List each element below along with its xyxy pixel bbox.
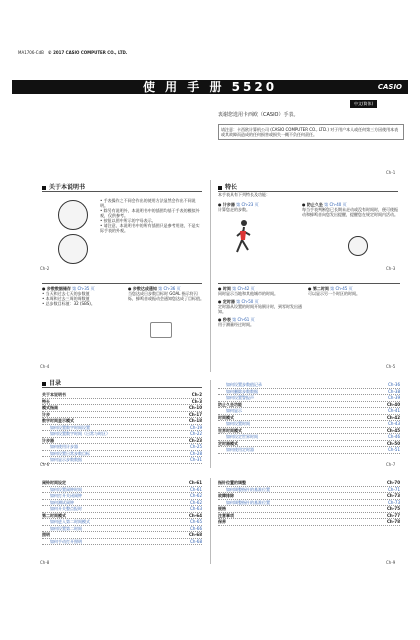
toc-entry-title: 如何显示步数数据 bbox=[50, 457, 82, 462]
toc-entry-title: 如何设置闹钟时间 bbox=[50, 486, 82, 492]
section-rule bbox=[42, 387, 202, 388]
feature-world bbox=[308, 286, 400, 296]
toc-header bbox=[42, 380, 202, 388]
page-number: Ch-1 bbox=[386, 170, 396, 175]
feature-desc: 定时器从设置的时间开始倒计时，到零时发出通知。 bbox=[218, 304, 302, 314]
feature-label: ● 第二时间 bbox=[308, 286, 329, 291]
page-ref-link[interactable]: 第 Ch-40 页 bbox=[324, 202, 347, 207]
toc-entry-page: Ch-18 bbox=[188, 418, 202, 423]
toc-entry-page: Ch-77 bbox=[386, 512, 400, 518]
toc-title: 目录 bbox=[49, 380, 62, 387]
page-number: Ch-8 bbox=[40, 560, 50, 565]
feature-desc: 当您达成日步数目标时 GOAL 指示符闪烁，蜂鸣音或振动会通知您达成了目标值。 bbox=[128, 291, 204, 301]
toc-entry-title: 如何调整指针的基准位置 bbox=[226, 499, 270, 505]
manual-title: 使 用 手 册 5520 bbox=[142, 80, 278, 94]
section-marker bbox=[218, 186, 222, 190]
toc-entry[interactable] bbox=[218, 447, 400, 454]
watch-illustration-3 bbox=[348, 236, 368, 256]
toc-entry-page: Ch-25 bbox=[190, 444, 202, 449]
toc-entry-page: Ch-43 bbox=[388, 421, 400, 426]
about-bullet: • 请注意，本说明书中的所有插图只是参考用途，不是实际手表的外观。 bbox=[100, 223, 200, 233]
feature-desc: 计算您走的步数。 bbox=[218, 207, 250, 212]
toc-entry-page: Ch-41 bbox=[388, 408, 400, 413]
page-number: Ch-5 bbox=[386, 364, 396, 369]
toc-entry-page: Ch-62 bbox=[190, 499, 202, 505]
page-number: Ch-3 bbox=[386, 266, 396, 271]
toc-entry-page: Ch-73 bbox=[388, 499, 400, 505]
toc-list-right-2 bbox=[218, 480, 400, 526]
toc-entry-page: Ch-61 bbox=[188, 480, 202, 485]
feature-label: ● 秒表 bbox=[218, 317, 231, 322]
intro-greeting: 衷谢您选用卡西欧（CASIO）手表。 bbox=[218, 112, 299, 118]
toc-entry-page: Ch-70 bbox=[386, 480, 400, 485]
feature-notify bbox=[128, 286, 204, 301]
features-title: 特长 bbox=[225, 184, 238, 191]
about-bullet: • 按钮以图中所示的字母表示。 bbox=[100, 218, 156, 223]
column-divider bbox=[210, 478, 211, 564]
section-rule bbox=[42, 283, 202, 284]
feature-desc: 用于测量经过时间。 bbox=[218, 322, 254, 327]
page-number: Ch-9 bbox=[386, 560, 396, 565]
toc-entry-title: 如何设置警报声 bbox=[226, 395, 254, 400]
toc-entry-page: Ch-42 bbox=[386, 414, 400, 420]
casio-logo: CASIO bbox=[377, 83, 402, 91]
toc-entry-title: 如何手动打开照明 bbox=[50, 538, 82, 544]
page-number: Ch-6 bbox=[40, 462, 50, 467]
about-bullet: • 手表操作之不同会作出的使用方法显然会作出不同说明。 bbox=[100, 198, 196, 208]
page-number: Ch-4 bbox=[40, 364, 50, 369]
feature-sedentary bbox=[302, 202, 400, 217]
hand-illustration bbox=[150, 322, 172, 338]
language-badge: 中文(简体) bbox=[350, 100, 377, 108]
toc-entry-title: 特长 bbox=[42, 398, 50, 404]
feature-steps bbox=[218, 202, 306, 212]
toc-entry-title: 第二时间模式 bbox=[42, 512, 66, 518]
toc-entry-title: 如何设置数字时间（日常与时区） bbox=[50, 431, 110, 436]
toc-entry-page: Ch-50 bbox=[386, 440, 400, 446]
toc-entry-page: Ch-19 bbox=[190, 424, 202, 430]
toc-entry-page: Ch-3 bbox=[191, 398, 202, 404]
page-ref-link[interactable]: 第 Ch-36 页 bbox=[158, 286, 181, 291]
feature-record bbox=[42, 286, 124, 306]
toc-entry-title: 规格 bbox=[218, 506, 226, 511]
toc-entry-title: 防止久坐功能 bbox=[218, 401, 242, 407]
feature-desc: 同时显示当地和其他城市的时间。 bbox=[218, 291, 278, 296]
column-divider bbox=[210, 282, 211, 372]
toc-entry-page: Ch-65 bbox=[190, 519, 202, 524]
toc-entry-title: 如何使用计步器 bbox=[50, 444, 78, 449]
toc-list-left bbox=[42, 392, 202, 464]
page-ref-link[interactable]: 第 Ch-42 页 bbox=[232, 286, 255, 291]
about-title: 关于本说明书 bbox=[49, 184, 86, 191]
watch-illustration-2 bbox=[58, 234, 88, 264]
toc-entry-title: 如何显示 bbox=[226, 408, 242, 413]
features-section bbox=[218, 184, 398, 197]
feature-clock bbox=[218, 286, 304, 327]
toc-entry-page: Ch-46 bbox=[388, 434, 400, 439]
toc-entry-page: Ch-45 bbox=[386, 427, 400, 433]
toc-entry-title: 如何设置第二时间 bbox=[50, 525, 82, 531]
page-ref-link[interactable]: 第 Ch-45 页 bbox=[330, 286, 353, 291]
toc-entry-page: Ch-62 bbox=[190, 493, 202, 498]
toc-entry-page: Ch-61 bbox=[190, 486, 202, 492]
intro-note: 请注意：卡西欧计算机公司 (CASIO COMPUTER CO., LTD.) 对于用户本人或任何第三方因使用本表或其故障而造成的任何损害或损失一概不负任何责任。 bbox=[218, 124, 404, 140]
toc-entry-page: Ch-75 bbox=[386, 506, 400, 511]
section-marker bbox=[42, 186, 46, 190]
toc-list-right bbox=[218, 382, 400, 454]
toc-entry-title: 计步 bbox=[42, 411, 50, 417]
toc-entry-page: Ch-28 bbox=[190, 450, 202, 456]
toc-entry-title: 模式指南 bbox=[42, 405, 58, 410]
toc-entry-title: 关于本说明书 bbox=[42, 392, 66, 397]
toc-entry-title: 如何删除步数数据 bbox=[226, 388, 258, 394]
feature-label: ● 步数达成通知 bbox=[128, 286, 157, 291]
toc-entry-page: Ch-51 bbox=[388, 447, 400, 452]
toc-entry-title: 如何调整指针的基准位置 bbox=[226, 486, 270, 492]
feature-label: ● 防止久坐 bbox=[302, 202, 323, 207]
runner-illustration bbox=[228, 218, 258, 258]
toc-entry[interactable] bbox=[42, 539, 202, 546]
toc-entry-page: Ch-73 bbox=[386, 493, 400, 498]
toc-entry-title: 如何设定世界时间 bbox=[226, 434, 258, 439]
toc-entry-title: 故障排除 bbox=[218, 493, 234, 498]
about-bullets bbox=[100, 198, 200, 233]
toc-entry-page: Ch-68 bbox=[190, 538, 202, 544]
page-number: Ch-2 bbox=[40, 266, 50, 271]
feature-line: • 总步数目标值：32 (SBS)。 bbox=[42, 301, 95, 306]
toc-entry-page: Ch-10 bbox=[188, 405, 202, 410]
toc-entry-title: 定时器模式 bbox=[218, 440, 238, 446]
toc-entry-page: Ch-31 bbox=[190, 457, 202, 462]
model-code: MA1706-CdB © 2017 CASIO COMPUTER CO., LTD. bbox=[18, 50, 128, 55]
toc-entry-page: Ch-39 bbox=[388, 395, 400, 400]
section-rule bbox=[42, 191, 202, 192]
feature-line: • 本周和过去三周的周数值 bbox=[42, 296, 90, 301]
toc-entry[interactable] bbox=[42, 457, 202, 464]
watch-illustration bbox=[58, 200, 88, 230]
toc-entry-title: 如何进入第二时间模式 bbox=[50, 519, 90, 524]
toc-entry-page: Ch-23 bbox=[188, 437, 202, 443]
about-bullet: • 除另有说明外，本说明书中的插图均基于手表的模拟外观，仅供参考。 bbox=[100, 208, 200, 218]
features-intro: 本手表具有下列特长及功能： bbox=[218, 192, 270, 197]
feature-label: ● 定时器 bbox=[218, 299, 235, 304]
toc-entry-title: 如何设置步数值记录 bbox=[226, 382, 262, 387]
toc-entry-title: 照明 bbox=[42, 532, 50, 537]
toc-entry-title: 时间模式 bbox=[218, 414, 234, 420]
toc-entry-title: 如何测试闹钟 bbox=[50, 499, 74, 505]
toc-entry-page: Ch-63 bbox=[190, 506, 202, 511]
page-number: Ch-7 bbox=[386, 462, 396, 467]
toc-entry-page: Ch-17 bbox=[188, 411, 202, 417]
about-section bbox=[42, 184, 202, 192]
toc-entry-title: 如何设置时间 bbox=[226, 421, 250, 426]
toc-entry-page: Ch-71 bbox=[388, 486, 400, 492]
feature-desc: 每当手表判断您已长期未走动或没有时间时，便可使振动和蜂鸣音向您发出提醒，提醒您在规定时间内活动。 bbox=[302, 207, 398, 217]
page-ref-link[interactable]: 第 Ch-23 页 bbox=[236, 202, 259, 207]
page-ref-link[interactable]: 第 Ch-61 页 bbox=[232, 317, 255, 322]
section-marker bbox=[42, 382, 46, 386]
feature-desc: 可以显示另一个时区的时间。 bbox=[308, 291, 360, 296]
toc-list-left-2 bbox=[42, 480, 202, 545]
toc-entry-title: 指针位置的调整 bbox=[218, 480, 246, 485]
feature-label: ● 步数数据储存 bbox=[42, 286, 71, 291]
page-ref-link[interactable]: 第 Ch-50 页 bbox=[236, 299, 259, 304]
toc-entry-page: Ch-36 bbox=[388, 382, 400, 387]
toc-entry-page: Ch-64 bbox=[188, 512, 202, 518]
toc-entry-title: 注意事项 bbox=[218, 512, 234, 518]
page-ref-link[interactable]: 第 Ch-35 页 bbox=[72, 286, 95, 291]
toc-entry-title: 计步器 bbox=[42, 437, 54, 443]
feature-line: • 当天和过去七天的步数值 bbox=[42, 291, 90, 296]
feature-label: ● 计步器 bbox=[218, 202, 235, 207]
toc-entry-page: Ch-40 bbox=[386, 401, 400, 407]
toc-entry-page: Ch-68 bbox=[188, 532, 202, 537]
toc-entry-title: 数字时间显示模式 bbox=[42, 418, 74, 423]
toc-entry-title: 如何设置日常步数目标 bbox=[50, 450, 90, 456]
toc-entry-page: Ch-22 bbox=[190, 431, 202, 436]
toc-entry-title: 如何设置数字时间设置 bbox=[50, 424, 90, 430]
toc-entry-title: 保养 bbox=[218, 519, 226, 524]
toc-entry-title: 如何使用定时器 bbox=[226, 447, 254, 452]
feature-label: ● 时间 bbox=[218, 286, 231, 291]
toc-entry-title: 如何开关整点报时 bbox=[50, 506, 82, 511]
toc-entry-page: Ch-78 bbox=[386, 519, 400, 524]
section-rule bbox=[218, 283, 400, 284]
toc-entry-title: 世界时间模式 bbox=[218, 427, 242, 433]
toc-entry-title: 闹铃时间设定 bbox=[42, 480, 66, 485]
toc-entry-page: Ch-38 bbox=[388, 388, 400, 394]
toc-entry-page: Ch-2 bbox=[191, 392, 202, 397]
toc-entry-page: Ch-66 bbox=[190, 525, 202, 531]
toc-entry-title: 如何打开关闭闹钟 bbox=[50, 493, 82, 498]
column-divider bbox=[210, 380, 211, 468]
toc-entry[interactable] bbox=[218, 519, 400, 526]
